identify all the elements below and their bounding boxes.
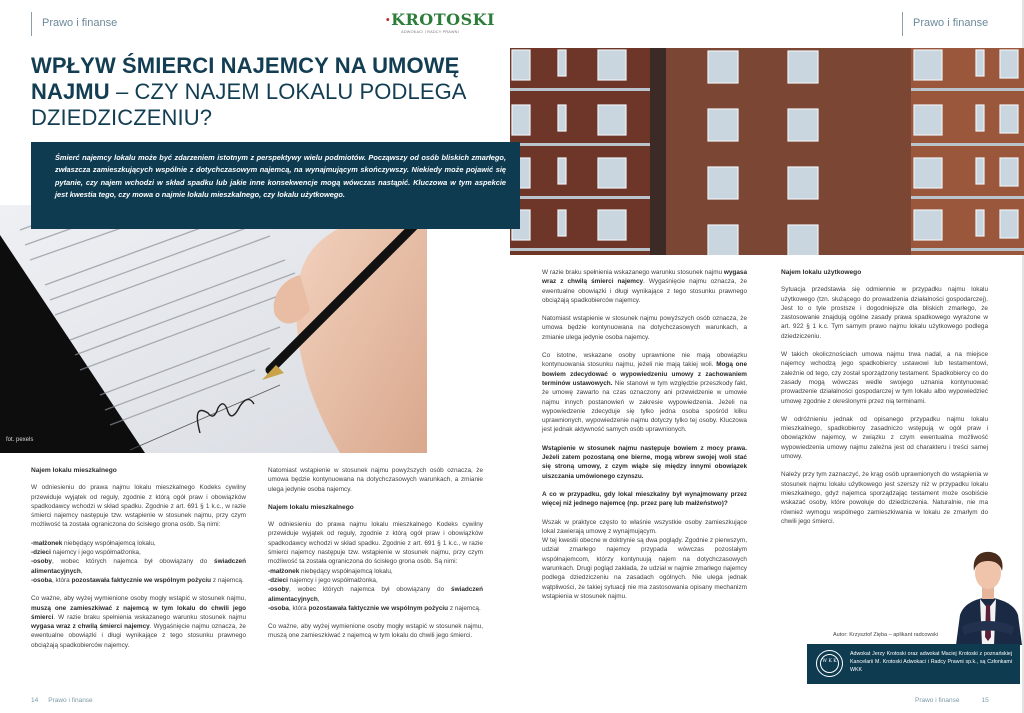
lead-box: [31, 142, 520, 229]
building-window: [598, 158, 626, 188]
building-photo-illustration: [510, 48, 1024, 255]
text-column-4: [781, 268, 988, 535]
list-item: -osoba, która pozostawała faktycznie we wspólnym pożyciu z najemcą.: [31, 576, 244, 584]
building-window: [1000, 50, 1018, 78]
building-window: [598, 50, 626, 80]
folio-right: [915, 697, 989, 704]
building-photo: [510, 48, 1024, 255]
section-label: Prawo i finanse: [902, 12, 988, 36]
text-column-1: [31, 466, 246, 659]
paragraph: W tej kwestii obecne w doktrynie są dwa poglądy. Zgodnie z pierwszym, udział zmarłego najemcy przypada wówczas pozostałym współnajemcom, którzy kontynuują najem na dotychczasowych warunkach. Drugi pogląd zakłada, że udział w najmie zmarłego najemcy podlega dziedziczeniu na zasadach ogólnych. Nie ulega jednak wątpliwości, że takiej sytuacji nie ma zastosowania opisany mechanizm wstąpienia w stosunek najmu.: [542, 537, 747, 600]
folio-left: [31, 697, 93, 704]
article-title: [31, 53, 511, 131]
paragraph: W odróżnieniu jednak od opisanego przypadku najmu lokalu mieszkalnego, spadkobiercy zasadniczo wstępują w ogół praw i obowiązków najemcy, w związku z czym ewentualna możliwość wypowiedzenia umowy najmu zależna jest od charakteru i treści samej umowy.: [781, 415, 988, 461]
building-window: [708, 51, 738, 83]
paragraph: W takich okolicznościach umowa najmu trwa nadal, a na miejsce najemcy wchodzą jego spadkobiercy ustawowi lub testamentowi, zależnie od tego, czy został sporządzony testament. Spadkobiercy co do zasady mogą wówczas wedle swojego uznania kontynuować prowadzenie działalności gospodarczej w tym lokalu albo wypowiedzieć umowę zgodnie z określonymi przez nią terminami.: [781, 351, 988, 405]
logo-tagline: ADWOKACI I RADCY PRAWNI: [401, 30, 459, 34]
text-column-3: [542, 268, 747, 610]
building-window: [558, 50, 566, 76]
paragraph: W odniesieniu do prawa najmu lokalu mieszkalnego Kodeks cywilny przewiduje wyjątek od reguły, zgodnie z którą ogół praw i obowiązków spadkodawcy wchodzi w skład spadku. Zgodnie z art. 691 § 1 k.c., w razie śmierci najemcy następuje tzw. wstąpienie w stosunek najmu, przy czym możliwość ta została ograniczona do ścisłego grona osób. Są nimi:: [268, 521, 483, 566]
building-window: [708, 225, 738, 255]
paragraph: Co istotne, wskazane osoby uprawnione nie mają obowiązku kontynuowania stosunku najmu, jeżeli nie mają takiej woli. Mogą one bowiem zdecydować o wypowiedzeniu umowy z zachowaniem terminów ustawowych. Nie stanowi w tym względzie przeszkody fakt, że umowę zawarto na czas oznaczony ani przewidzenie w umowie najmu innych postanowień w zakresie wypowiedzenia. Jeżeli na wypowiedzenie zdecyduje się tylko jedna osoba spośród kilku uprawnionych, wypowiedzenie najmu dotyczy tylko tej osoby. Kluczowa jest jednak aktywność samych osób uprawnionych.: [542, 352, 748, 434]
building-window: [1000, 105, 1018, 133]
logo-wordmark: ·KROTOSKI: [385, 10, 496, 29]
building-window: [1000, 158, 1018, 186]
wkk-membership-box: [807, 644, 1020, 684]
section-heading: Najem lokalu mieszkalnego: [31, 467, 117, 474]
list-item: -osoby, wobec których najemca był obowiązany do świadczeń alimentacyjnych,: [31, 558, 246, 575]
paragraph: W odniesieniu do prawa najmu lokalu mieszkalnego Kodeks cywilny przewiduje wyjątek od reguły, zgodnie z którą ogół praw i obowiązków spadkodawcy wchodzi w skład spadku. Zgodnie z art. 691 § 1 k.c., w razie śmierci najemcy następuje tzw. wstąpienie w stosunek najmu, przy czym możliwość ta została ograniczona do ścisłego grona osób. Są nimi:: [31, 484, 246, 529]
building-window: [914, 105, 942, 135]
building-window: [788, 51, 818, 83]
building-window: [708, 109, 738, 141]
building-window: [914, 158, 942, 188]
building-window: [788, 109, 818, 141]
title-rest: – CZY NAJEM LOKALU PODLEGA DZIEDZICZENIU?: [31, 79, 466, 130]
building-window: [976, 50, 984, 76]
wkk-emblem-icon: W K K: [816, 650, 843, 677]
building-window: [598, 105, 626, 135]
paragraph: Natomiast wstąpienie w stosunek najmu powyższych osób oznacza, że umowa będzie kontynuowana na dotychczasowych warunkach, a zmianie ulega jedynie osoba najemcy.: [268, 467, 483, 493]
question-bold: A co w przypadku, gdy lokal mieszkalny był wynajmowany przez więcej niż jednego najemcę (np. przez parę lub małżeństwo)?: [542, 490, 747, 508]
author-photo: [952, 545, 1024, 645]
list-item: -dzieci najemcy i jego współmałżonka,: [31, 549, 141, 557]
building-window: [976, 158, 984, 184]
list-item: -małżonek niebędący współnajemcą lokalu,: [268, 567, 393, 575]
folio-label: Prawo i finanse: [48, 697, 93, 704]
signing-photo-illustration: [0, 205, 427, 453]
paragraph: Wszak w praktyce często to właśnie wszystkie osoby zamieszkujące lokal zawierają umowę z wynajmującym.: [542, 518, 747, 535]
building-window: [558, 158, 566, 184]
paragraph: W razie braku spełnienia wskazanego warunku stosunek najmu wygasa wraz z chwilą śmierci najemcy. Wygaśnięcie najmu oznacza, że ewentualne obowiązki i długi wynikające z tego stosunku prawnego obciążają spadkobierców najemcy.: [542, 269, 747, 304]
signing-photo: [0, 205, 427, 453]
list-item: -dzieci najemcy i jego współmałżonka,: [268, 576, 378, 584]
building-window: [914, 50, 942, 80]
title-bold: WPŁYW ŚMIERCI NAJEMCY NA UMOWĘ NAJMU: [31, 53, 460, 104]
paragraph-bold: Wstąpienie w stosunek najmu następuje bowiem z mocy prawa. Jeżeli zatem pozostaną one bierne, mogą wbrew swojej woli stać się stroną umowy, z czym wiąże się między innymi obowiązek uiszczania umówionego czynszu.: [542, 444, 747, 480]
photo-credit: fot. pexels: [6, 437, 34, 443]
text-column-2: [268, 466, 483, 650]
heirs-list: [268, 567, 483, 613]
page-number: 14: [31, 697, 39, 704]
building-window: [598, 210, 626, 240]
paragraph: Natomiast wstąpienie w stosunek najmu powyższych osób oznacza, że umowa będzie kontynuowana na dotychczasowych warunkach, a zmianie ulega jedynie osoba najemcy.: [542, 315, 747, 341]
section-heading: Najem lokalu użytkowego: [781, 269, 862, 276]
building-window: [976, 210, 984, 236]
author-portrait: [952, 545, 1024, 645]
krotoski-logo: [385, 10, 496, 34]
section-heading: Najem lokalu mieszkalnego: [268, 503, 354, 511]
building-window: [512, 50, 530, 80]
building-window: [558, 210, 566, 236]
lead-text: Śmierć najemcy lokalu może być zdarzeniem istotnym z perspektywy wielu podmiotów. Począwszy od osób bliskich zmarłego, zwłaszcza zamieszkujących wspólnie z dotychczasowym najemcą, na wynajmującym skończywszy. Niekiedy może pojawić się pytanie, czy najem wchodzi w skład spadku lub jakie inne konsekwencje mogą wówczas nastąpić. Kluczowa w tym aspekcie jest kwestia tego, czy mowa o najmie lokalu mieszkalnego, czy lokalu użytkowego.: [55, 153, 506, 200]
heirs-list: [31, 539, 246, 585]
page-number: 15: [981, 697, 989, 704]
building-window: [708, 167, 738, 199]
building-window: [788, 225, 818, 255]
author-caption: Autor: Krzysztof Zięba – aplikant radcowski: [833, 632, 939, 638]
section-label: Prawo i finanse: [31, 12, 117, 36]
paragraph: Co ważne, aby wyżej wymienione osoby mogły wstąpić w stosunek najmu, muszą one zamieszkiwać z najemcą w tym lokalu do chwili jego śmierci. W razie braku spełnienia wskazanego warunku stosunek najmu wygasa wraz z chwilą śmierci najemcy. Wygaśnięcie najmu oznacza, że ewentualne obowiązki i długi wynikające z tego stosunku prawnego obciążają spadkobierców najemcy.: [31, 595, 246, 649]
building-window: [914, 210, 942, 240]
list-item: -małżonek niebędący współnajemcą lokalu,: [31, 539, 156, 547]
building-window: [788, 167, 818, 199]
list-item: -osoby, wobec których najemca był obowiązany do świadczeń alimentacyjnych,: [268, 586, 483, 603]
paragraph: Należy przy tym zaznaczyć, że krąg osób uprawnionych do wstąpienia w stosunek najmu lokalu użytkowego jest szerszy niż w przypadku lokalu mieszkalnego, gdyż najemca sporządzając testament może osobiście wskazać osoby, które powołuje do dziedziczenia. Naturalnie, nie ma również wymogu wspólnego zamieszkiwania w lokalu ze zmarłym do chwili jego śmierci.: [781, 471, 988, 525]
building-window: [558, 105, 566, 131]
list-item: -osoba, która pozostawała faktycznie we wspólnym pożyciu z najemcą.: [268, 604, 481, 612]
paragraph: Co ważne, aby wyżej wymienione osoby mogły wstąpić w stosunek najmu, muszą one zamieszkiwać z najemcą w tym lokalu do chwili jego śmierci.: [268, 623, 483, 640]
building-window: [512, 105, 530, 135]
paragraph: Sytuacja przedstawia się odmiennie w przypadku najmu lokalu użytkowego (tzn. służącego do prowadzenia działalności gospodarczej). Jest to o tyle prostsze i dogodniejsze dla bliskich zmarłego, że zastosowanie znajdują ogólne zasady prawa spadkowego wyrażone w art. 922 § 1 k.c. Tym samym prawo najmu lokalu użytkowego podlega dziedziczeniu.: [781, 286, 988, 340]
building-window: [1000, 210, 1018, 238]
building-window: [976, 105, 984, 131]
folio-label: Prawo i finanse: [915, 697, 960, 704]
membership-text: Adwokat Jerzy Krotoski oraz adwokat Maciej Krotoski z poznańskiej Kancelarii M. Krotoski Adwokaci i Radcy Prawni sp.k., są Członkami WKK: [850, 651, 1012, 673]
